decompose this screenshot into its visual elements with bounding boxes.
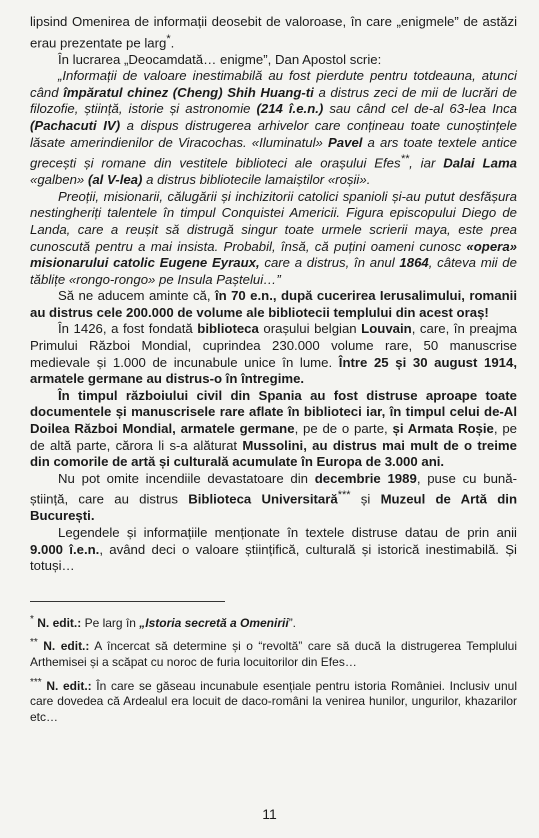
footnote-3 bbox=[30, 675, 517, 726]
bold-run: 1864 bbox=[399, 255, 429, 271]
text-run: A încercat să determine și o “revoltă” care să ducă la distrugerea Templului Arthemisei și a scăpat cu noroc de furia locuitorilor din Efes… bbox=[30, 639, 517, 669]
footnote-ref: * bbox=[166, 32, 171, 45]
bold-run: Muzeul de Artă din București. bbox=[30, 491, 518, 524]
footnote-mark: ** bbox=[30, 637, 38, 649]
text-run: care a distrus, în anul bbox=[259, 255, 400, 271]
paragraph-louvain bbox=[30, 321, 517, 387]
text-run: și bbox=[350, 491, 381, 507]
text-run: , câteva mii de tăblițe «rongo-rongo» pe Insula Paștelui…” bbox=[30, 255, 517, 287]
bold-run: în 70 e.n., după cucerirea Ierusalimului, romanii au distrus cele 200.000 de volume ale bibliotecii templului din acest oraș! bbox=[30, 288, 517, 320]
text-run: , iar bbox=[409, 155, 444, 171]
bold-run: Între 25 și 30 august 1914, armatele germane au distrus-o în întregime. bbox=[30, 354, 517, 387]
footnote-label: N. edit.: bbox=[43, 639, 90, 654]
bold-run: Mussolini, au distrus mai mult de o treime din comorile de artă și culturală acumulate în Europa de 3.000 ani. bbox=[30, 437, 517, 470]
bold-run: decembrie 1989 bbox=[314, 470, 417, 486]
text-run: ”. bbox=[288, 615, 297, 630]
text-run: «galben» bbox=[30, 172, 88, 188]
text-run: Preoții, misionarii, călugării și inchizitorii catolici spanioli și-au putut desfășura nestingheriți talentele în timpul Conquistei Americii. Figura episcopului Diego de Landa, care a reușit să distrugă singur toate urmele scrierii maya, este prea cunoscută pentru a mai insista. Probabil, însă, că puțini oameni cunosc bbox=[30, 188, 517, 254]
footnote-divider bbox=[30, 601, 225, 602]
footnote-label: N. edit.: bbox=[46, 678, 92, 693]
body-text bbox=[30, 14, 517, 575]
bold-run: și Armata Roșie bbox=[392, 421, 494, 437]
bold-run: Dalai Lama bbox=[443, 155, 517, 171]
text-run: , pe de o parte, bbox=[294, 421, 393, 437]
text-run: a ars toate textele antice grecești și romane din vestitele biblioteci ale orașului Efes bbox=[30, 134, 517, 171]
footnote-mark: * bbox=[30, 613, 34, 625]
text-run: , pe de altă parte, cărora li s-a alăturat bbox=[30, 421, 517, 453]
paragraph-spain-ww2 bbox=[30, 388, 517, 471]
bold-run: biblioteca bbox=[197, 321, 259, 337]
footnotes bbox=[30, 612, 517, 726]
text-run: sau când cel de-al 63-lea Inca bbox=[323, 101, 518, 117]
bold-run: (214 î.e.n.) bbox=[256, 101, 324, 117]
bold-run: (al V-lea) bbox=[87, 172, 143, 188]
text-run: Nu pot omite incendiile devastatoare din bbox=[58, 470, 315, 486]
bold-run: împăratul chinez (Cheng) Shih Huang-ti bbox=[63, 84, 314, 100]
bold-run: Louvain bbox=[361, 321, 412, 337]
text-run: , care, în preajma Primului Război Mondial, cuprindea 230.000 volume rare, 50 manuscrise medievale și 1.000 de incunabule unice în lume. bbox=[30, 321, 517, 370]
paragraph-quote-1 bbox=[30, 68, 517, 189]
text-run: În care se găseau incunabule esențiale pentru istoria României. Inclusiv unul care dovedea că Ardealul era locuit de daco-români la venirea hunilor, ungurilor, khazarilor etc… bbox=[30, 678, 517, 724]
footnote-2 bbox=[30, 635, 517, 670]
footnote-ref: *** bbox=[337, 489, 351, 502]
footnote-1 bbox=[30, 612, 517, 632]
bold-run: (Pachacuti IV) bbox=[30, 117, 121, 133]
paragraph-jerusalem bbox=[30, 288, 517, 321]
bold-run: Biblioteca Universitară bbox=[188, 491, 338, 507]
text-run: Pe larg în bbox=[81, 615, 140, 630]
text-run: orașului belgian bbox=[258, 321, 362, 337]
paragraph-conclusion bbox=[30, 525, 517, 575]
text-run: În 1426, a fost fondată bbox=[58, 321, 198, 337]
footnote-ref: ** bbox=[400, 153, 410, 166]
text-run: a distrus zeci de mii de lucrări de filozofie, știință, istorie și astronomie bbox=[30, 84, 517, 117]
bold-run: „Istoria secretă a Omenirii bbox=[139, 615, 289, 630]
footnote-label: N. edit.: bbox=[37, 615, 82, 630]
text-run: Să ne aducem aminte că, bbox=[58, 288, 215, 304]
text-run: Legendele și informațiile menționate în textele distruse datau de prin anii bbox=[58, 524, 517, 540]
text-run: . bbox=[170, 34, 175, 50]
text-run: lipsind Omenirea de informații deosebit de valoroase, în care „enigmele” de astăzi erau prezentate pe larg bbox=[30, 14, 517, 50]
bold-run: Pavel bbox=[327, 134, 363, 150]
paragraph-continuation bbox=[30, 14, 517, 52]
text-run: a dispus distrugerea arhivelor care conțineau toate cunoștințele lăsate amerindienilor de Viracochas. «Iluminatul» bbox=[30, 117, 517, 150]
text-run: „Informații de valoare inestimabilă au fost pierdute pentru totdeauna, atunci când bbox=[30, 68, 517, 100]
paragraph-intro-quote bbox=[30, 52, 517, 69]
text-run: , puse cu bună-știință, care au distrus bbox=[30, 470, 517, 507]
bold-run: 9.000 î.e.n. bbox=[30, 541, 100, 557]
text-run: În lucrarea „Deocamdată… enigme”, Dan Apostol scrie: bbox=[58, 51, 382, 67]
paragraph-quote-2 bbox=[30, 189, 517, 289]
bold-run: «opera» misionarului catolic Eugene Eyraux, bbox=[30, 238, 517, 271]
page-number: 11 bbox=[262, 806, 277, 822]
text-run: a distrus bibliotecile lamaiștilor «roșii». bbox=[142, 172, 371, 188]
footnote-mark: *** bbox=[30, 676, 42, 688]
paragraph-bucharest-1989 bbox=[30, 471, 517, 525]
text-run: , având deci o valoare științifică, culturală și istorică inestimabilă. Și totuși… bbox=[30, 541, 517, 574]
bold-run: În timpul războiului civil din Spania au fost distruse aproape toate documentele și manuscrisele rare aflate în biblioteci iar, în timpul celui de-Al Doilea Război Mondial, armatele germane bbox=[30, 387, 517, 437]
